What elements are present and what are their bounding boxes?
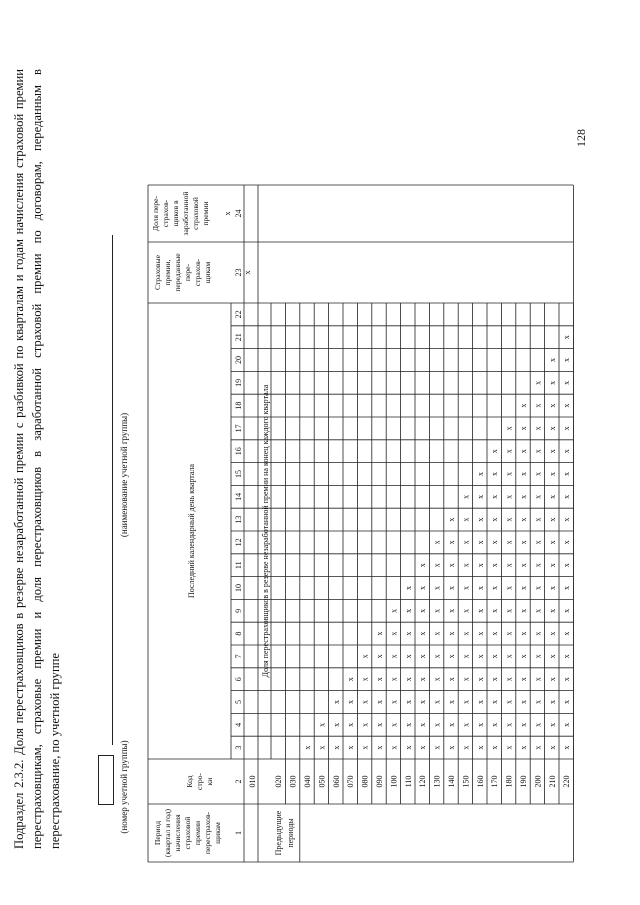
x-mark: x	[403, 677, 413, 682]
x-mark: x	[519, 745, 528, 750]
row-code: 030	[288, 775, 298, 788]
x-mark: x	[562, 631, 572, 636]
row-code: 170	[490, 775, 500, 788]
column-number: 17	[234, 424, 243, 433]
x-mark: x	[490, 722, 500, 727]
x-mark: x	[533, 472, 543, 476]
x-mark: x	[432, 540, 442, 545]
section-title: Подраздел 2.3.2. Доля перестраховщиков в резерве незаработанной премии с разбивкой по кварталам и годам начисления страховой премии перестраховщикам, страховые премии и доля перестраховщиков в заработанной страховой премии по договорам, переданным в перестрахование, по учетной группе	[12, 69, 62, 849]
x-mark: x	[533, 380, 543, 385]
column-number: 14	[234, 492, 243, 501]
x-mark: x	[562, 745, 572, 750]
x-mark: x	[403, 586, 413, 590]
x-mark: x	[346, 677, 356, 682]
row-code: 050	[317, 775, 327, 788]
row-code: 120	[418, 775, 428, 788]
x-mark: x	[562, 403, 572, 408]
x-mark: x	[403, 654, 413, 659]
x-mark: x	[461, 608, 471, 613]
column-number: 13	[234, 515, 243, 524]
x-mark: x	[533, 700, 543, 704]
row-code: 180	[504, 775, 514, 788]
x-mark: x	[346, 722, 356, 727]
x-mark: x	[331, 722, 341, 727]
x-mark: x	[418, 586, 428, 590]
x-mark: x	[490, 563, 500, 568]
x-mark: x	[432, 677, 442, 682]
x-mark: x	[562, 677, 572, 682]
x-mark: x	[504, 722, 514, 727]
column-number: 21	[234, 333, 243, 342]
x-mark: x	[418, 677, 428, 682]
prev-periods-label: Предыдущие	[274, 810, 283, 856]
row-code: 110	[403, 775, 413, 788]
x-mark: x	[490, 517, 500, 522]
x-mark: x	[461, 563, 471, 568]
x-mark: x	[519, 563, 528, 568]
x-mark: x	[519, 472, 528, 476]
x-mark: x	[346, 745, 356, 750]
column-number: 24	[234, 209, 243, 218]
x-mark: x	[519, 449, 528, 454]
x-mark: x	[519, 494, 528, 499]
x-mark: x	[519, 654, 528, 659]
share-header: премии	[201, 201, 210, 226]
x-mark: x	[547, 426, 557, 431]
x-mark: x	[490, 494, 500, 499]
x-mark: x	[475, 608, 485, 613]
x-mark: x	[504, 608, 514, 613]
x-mark: x	[533, 631, 543, 636]
x-mark: x	[403, 631, 413, 636]
x-mark: x	[475, 654, 485, 659]
group-name-label: (наименование учетной группы)	[119, 412, 129, 538]
x-mark: x	[490, 677, 500, 682]
period-header: щикам	[213, 822, 222, 844]
x-mark: x	[533, 403, 543, 408]
x-mark: x	[562, 654, 572, 659]
x-mark: x	[432, 563, 442, 568]
x-mark: x	[389, 700, 399, 704]
period-header: премии	[193, 820, 202, 846]
x-mark: x	[418, 563, 428, 568]
x-mark: x	[432, 745, 442, 750]
column-number: 1	[234, 831, 243, 835]
x-mark: x	[418, 722, 428, 727]
x-mark: x	[447, 540, 456, 545]
x-mark: x	[490, 472, 500, 476]
column-number: 8	[234, 631, 243, 636]
x-mark: x	[475, 472, 485, 476]
x-mark: x	[447, 745, 456, 750]
share-header: страховой	[191, 197, 200, 230]
x-mark: x	[504, 540, 514, 545]
x-mark: x	[562, 494, 572, 499]
x-mark: x	[475, 494, 485, 499]
share-header: страхов-	[161, 199, 170, 228]
x-mark: x	[389, 654, 399, 659]
x-mark: x	[475, 563, 485, 568]
column-number: 16	[234, 447, 243, 456]
x-mark: x	[432, 608, 442, 613]
x-mark: x	[547, 631, 557, 636]
x-mark: x	[547, 517, 557, 522]
x-mark: x	[389, 745, 399, 750]
column-number: 3	[234, 745, 243, 750]
x-mark: x	[360, 722, 370, 727]
x-mark: x	[547, 494, 557, 499]
row-code: 210	[547, 775, 557, 788]
x-mark: x	[432, 722, 442, 727]
row-code: 150	[461, 775, 471, 788]
x-mark: x	[547, 700, 557, 704]
x-mark: x	[461, 745, 471, 750]
column-number: 6	[234, 677, 243, 682]
row-code: 220	[562, 775, 572, 788]
x-mark: x	[547, 472, 557, 476]
x-mark: x	[504, 677, 514, 682]
x-mark: x	[562, 472, 572, 476]
x-mark: x	[432, 586, 442, 590]
row-code: 070	[346, 775, 356, 788]
x-mark: x	[475, 540, 485, 545]
x-mark: x	[461, 722, 471, 727]
x-mark: x	[562, 517, 572, 522]
x-mark: x	[519, 608, 528, 613]
x-mark: x	[461, 494, 471, 499]
x-mark: x	[490, 654, 500, 659]
row-code: 100	[389, 775, 399, 788]
x-mark: x	[519, 722, 528, 727]
x-mark: x	[447, 677, 456, 682]
x-mark: x	[475, 745, 485, 750]
x-mark: x	[533, 517, 543, 522]
x-mark: x	[547, 677, 557, 682]
premiums-header: щикам	[203, 261, 212, 284]
x-mark: x	[533, 540, 543, 545]
row-code: 190	[519, 775, 528, 788]
x-mark: x	[562, 586, 572, 590]
x-mark: x	[490, 540, 500, 545]
x-mark: x	[403, 700, 413, 704]
x-mark: x	[547, 654, 557, 659]
premiums-header: пере-	[183, 263, 192, 282]
x-mark: x	[504, 631, 514, 636]
x-mark: x	[475, 722, 485, 727]
x-mark: x	[562, 722, 572, 727]
x-mark: x	[562, 540, 572, 545]
x-mark: x	[389, 608, 399, 613]
x-mark: x	[533, 494, 543, 499]
x-mark: x	[504, 654, 514, 659]
x-mark: x	[418, 745, 428, 750]
x-mark: x	[533, 426, 543, 431]
x-mark: x	[432, 654, 442, 659]
x-mark: x	[490, 608, 500, 613]
share-header: заработанной	[181, 191, 190, 236]
column-number: 15	[234, 470, 243, 478]
column-number: 9	[234, 608, 243, 613]
x-mark: x	[389, 722, 399, 727]
x-mark: x	[331, 700, 341, 704]
x-mark: x	[533, 745, 543, 750]
x-mark: x	[389, 677, 399, 682]
x-mark: x	[490, 586, 500, 590]
row-code: 020	[274, 775, 284, 788]
premiums-header: страхов-	[193, 258, 202, 287]
x-mark: x	[447, 586, 456, 590]
x-mark: x	[519, 677, 528, 682]
column-number: 12	[234, 538, 243, 547]
row-code: 130	[432, 775, 442, 788]
section-label: Доля перестраховщиков в резерве незаработанной премии на конец каждого квартала	[261, 384, 270, 678]
column-number: 11	[234, 561, 243, 570]
x-mark: x	[547, 586, 557, 590]
row-code: 010	[248, 775, 257, 788]
x-mark: x	[475, 517, 485, 522]
premiums-header: Страховые	[153, 255, 162, 290]
x-mark: x	[461, 700, 471, 704]
x-mark: x	[504, 472, 514, 476]
x-mark: x	[547, 540, 557, 545]
x-mark: x	[360, 745, 370, 750]
x-mark: x	[461, 631, 471, 636]
share-header: щиков в	[171, 200, 180, 227]
column-number: 7	[234, 654, 243, 659]
x-mark: x	[504, 745, 514, 750]
x-mark: x	[403, 745, 413, 750]
x-mark: x	[447, 700, 456, 704]
x-mark: x	[533, 722, 543, 727]
x-mark: x	[243, 270, 252, 275]
x-mark: x	[375, 722, 384, 727]
column-number: 23	[234, 268, 243, 277]
x-mark: x	[562, 563, 572, 568]
x-mark: x	[475, 586, 485, 590]
x-mark: x	[447, 608, 456, 613]
x-mark: x	[475, 677, 485, 682]
x-mark: x	[533, 563, 543, 568]
x-mark: x	[504, 563, 514, 568]
x-mark: x	[519, 700, 528, 704]
x-mark: x	[562, 358, 572, 362]
x-mark: x	[461, 517, 471, 522]
page-number: 128	[574, 129, 588, 147]
x-mark: x	[360, 654, 370, 659]
x-mark: x	[403, 608, 413, 613]
x-mark: x	[547, 403, 557, 408]
x-mark: x	[519, 426, 528, 431]
x-mark: x	[533, 449, 543, 454]
x-mark: x	[447, 563, 456, 568]
x-mark: x	[475, 700, 485, 704]
x-mark: x	[519, 586, 528, 590]
x-mark: x	[490, 745, 500, 750]
row-code: 080	[360, 775, 370, 788]
column-number: 10	[234, 584, 243, 592]
x-mark: x	[432, 631, 442, 636]
x-mark: x	[447, 654, 456, 659]
x-mark: x	[418, 700, 428, 704]
x-mark: x	[490, 700, 500, 704]
row-code: 160	[475, 775, 485, 788]
x-mark: x	[360, 677, 370, 682]
x-mark: x	[519, 631, 528, 636]
row-code: 200	[533, 775, 543, 788]
period-header: (квартал и год)	[163, 808, 172, 858]
x-mark: x	[375, 631, 384, 636]
column-number: 2	[234, 779, 243, 784]
x-mark: x	[547, 563, 557, 568]
premiums-header: переданные	[173, 253, 182, 292]
x-mark: x	[475, 631, 485, 636]
x-mark: x	[375, 745, 384, 750]
x-mark: x	[562, 449, 572, 454]
x-mark: x	[504, 494, 514, 499]
x-mark: x	[562, 335, 572, 340]
x-mark: x	[562, 700, 572, 704]
group-number-label: (номер учетной группы)	[119, 740, 129, 834]
x-mark: x	[547, 449, 557, 454]
x-mark: x	[490, 631, 500, 636]
x-mark: x	[547, 608, 557, 613]
x-mark: x	[562, 380, 572, 385]
x-mark: x	[461, 540, 471, 545]
x-mark: x	[547, 358, 557, 362]
x-mark: x	[447, 722, 456, 727]
column-number: 20	[234, 356, 243, 364]
column-number: 5	[234, 700, 243, 704]
x-mark: x	[375, 677, 384, 682]
x-mark: x	[504, 586, 514, 590]
x-mark: x	[461, 586, 471, 590]
x-mark: x	[504, 700, 514, 704]
x-mark: x	[547, 722, 557, 727]
period-header: Период	[153, 820, 162, 846]
row-code: 060	[331, 775, 341, 788]
premiums-header: премии,	[163, 259, 172, 286]
x-mark: x	[418, 608, 428, 613]
x-mark: x	[533, 677, 543, 682]
x-mark: x	[223, 211, 232, 216]
x-mark: x	[375, 654, 384, 659]
x-mark: x	[519, 403, 528, 408]
code-header: стро-	[195, 773, 204, 790]
x-mark: x	[504, 449, 514, 454]
x-mark: x	[403, 722, 413, 727]
x-mark: x	[461, 654, 471, 659]
x-mark: x	[490, 449, 500, 454]
x-mark: x	[447, 517, 456, 522]
x-mark: x	[547, 380, 557, 385]
column-number: 19	[234, 378, 243, 387]
x-mark: x	[519, 540, 528, 545]
column-number: 22	[234, 310, 243, 319]
row-code: 140	[447, 775, 456, 788]
code-header: ки	[205, 777, 214, 786]
days-header: Последний календарный день квартала	[187, 464, 196, 598]
x-mark: x	[346, 700, 356, 704]
x-mark: x	[331, 745, 341, 750]
row-code: 090	[375, 775, 384, 788]
code-header: Код	[185, 775, 194, 788]
x-mark: x	[389, 631, 399, 636]
column-number: 18	[234, 401, 243, 410]
row-code: 040	[303, 775, 312, 788]
column-number: 4	[234, 722, 243, 727]
x-mark: x	[418, 654, 428, 659]
share-header: Доля пере-	[151, 195, 160, 232]
period-header: перестрахов-	[203, 811, 212, 855]
x-mark: x	[360, 700, 370, 704]
x-mark: x	[461, 677, 471, 682]
x-mark: x	[547, 745, 557, 750]
x-mark: x	[519, 517, 528, 522]
x-mark: x	[432, 700, 442, 704]
x-mark: x	[418, 631, 428, 636]
x-mark: x	[504, 426, 514, 431]
prev-periods-label: периоды	[286, 818, 295, 848]
x-mark: x	[317, 745, 327, 750]
period-header: страховой	[183, 816, 192, 850]
x-mark: x	[533, 608, 543, 613]
x-mark: x	[504, 517, 514, 522]
x-mark: x	[562, 608, 572, 613]
x-mark: x	[533, 654, 543, 659]
x-mark: x	[317, 722, 327, 727]
x-mark: x	[375, 700, 384, 704]
x-mark: x	[533, 586, 543, 590]
x-mark: x	[447, 631, 456, 636]
period-header: начисления	[173, 814, 182, 852]
x-mark: x	[562, 426, 572, 431]
x-mark: x	[303, 745, 312, 750]
